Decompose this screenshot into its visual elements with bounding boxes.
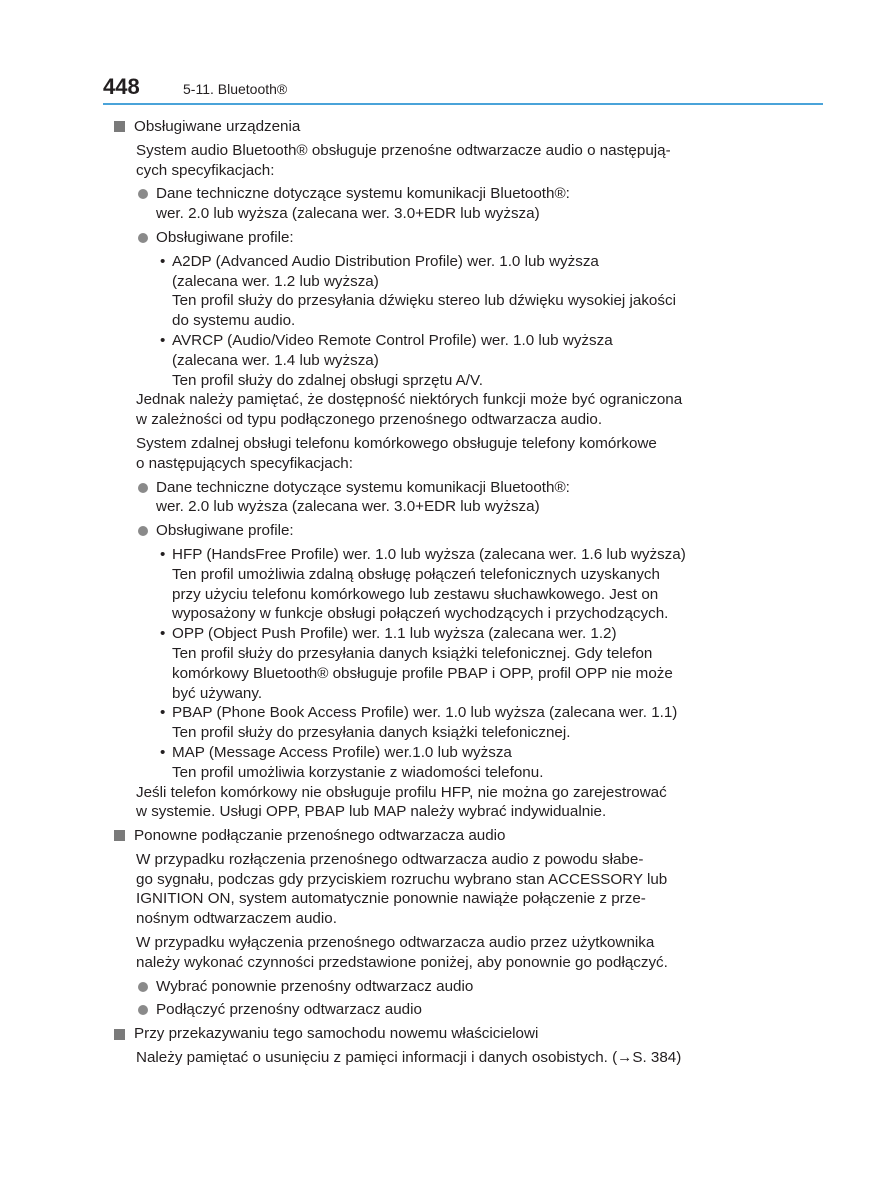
line: Ten profil umożliwia zdalną obsługę połączeń telefonicznych uzyskanych (172, 565, 660, 583)
small-bullet-icon: • (160, 704, 166, 722)
line: HFP (HandsFree Profile) wer. 1.0 lub wyższa (zalecana wer. 1.6 lub wyższa) (172, 545, 686, 563)
list-item (114, 977, 732, 997)
paragraph (114, 141, 732, 181)
line: Dane techniczne dotyczące systemu komunikacji Bluetooth®: (156, 478, 570, 496)
line: (zalecana wer. 1.2 lub wyższa) (172, 272, 379, 290)
line: być używany. (172, 684, 263, 702)
line: AVRCP (Audio/Video Remote Control Profile) wer. 1.0 lub wyższa (172, 331, 613, 349)
square-bullet-icon (114, 121, 125, 132)
line: wyposażony w funkcje obsługi połączeń wychodzących i przychodzących. (172, 605, 669, 623)
line: Jeśli telefon komórkowy nie obsługuje profilu HFP, nie można go zarejestrować (136, 783, 667, 801)
line: (zalecana wer. 1.4 lub wyższa) (172, 351, 379, 369)
heading-new-owner (114, 1024, 732, 1044)
section-title: 5-11. Bluetooth® (183, 81, 288, 97)
paragraph (114, 850, 732, 929)
line: MAP (Message Access Profile) wer.1.0 lub wyższa (172, 743, 512, 761)
small-bullet-icon: • (160, 743, 166, 761)
line: W przypadku wyłączenia przenośnego odtwarzacza audio przez użytkownika (136, 934, 655, 952)
paragraph (114, 390, 732, 430)
list-item (114, 478, 732, 518)
line: PBAP (Phone Book Access Profile) wer. 1.0 lub wyższa (zalecana wer. 1.1) (172, 704, 678, 722)
page-number: 448 (103, 74, 140, 99)
small-bullet-icon: • (160, 331, 166, 349)
line: Obsługiwane profile: (156, 228, 294, 246)
circle-bullet-icon (138, 189, 148, 199)
profile-item-opp (114, 624, 732, 703)
line: przy użyciu telefonu komórkowego lub zestawu słuchawkowego. Jest on (172, 585, 659, 603)
profile-item-pbap (114, 703, 732, 743)
profile-item-hfp (114, 545, 732, 624)
paragraph (114, 434, 732, 474)
paragraph (114, 933, 732, 973)
line: System zdalnej obsługi telefonu komórkowego obsługuje telefony komórkowe (136, 434, 657, 452)
heading-supported-devices (114, 117, 732, 137)
profile-item-avrcp (114, 331, 732, 390)
circle-bullet-icon (138, 233, 148, 243)
page-header (103, 74, 823, 106)
circle-bullet-icon (138, 483, 148, 493)
line: komórkowy Bluetooth® obsługuje profile PBAP i OPP, profil OPP nie może (172, 664, 673, 682)
line: Ten profil umożliwia korzystanie z wiadomości telefonu. (172, 763, 544, 781)
small-bullet-icon: • (160, 625, 166, 643)
header-rule (103, 103, 823, 105)
line: Dane techniczne dotyczące systemu komunikacji Bluetooth®: (156, 185, 570, 203)
line: należy wykonać czynności przedstawione poniżej, aby ponownie go podłączyć. (136, 953, 668, 971)
line: cych specyfikacjach: (136, 161, 275, 179)
paragraph (114, 783, 732, 823)
line: W przypadku rozłączenia przenośnego odtwarzacza audio z powodu słabe- (136, 850, 644, 868)
small-bullet-icon: • (160, 545, 166, 563)
small-bullet-icon: • (160, 252, 166, 270)
line: Podłączyć przenośny odtwarzacz audio (156, 1001, 422, 1019)
square-bullet-icon (114, 830, 125, 841)
line: A2DP (Advanced Audio Distribution Profile) wer. 1.0 lub wyższa (172, 252, 599, 270)
paragraph (114, 1048, 732, 1068)
list-item (114, 1000, 732, 1020)
line: Wybrać ponownie przenośny odtwarzacz audio (156, 977, 474, 995)
line: Obsługiwane profile: (156, 522, 294, 540)
heading-reconnect (114, 826, 732, 846)
line: wer. 2.0 lub wyższa (zalecana wer. 3.0+EDR lub wyższa) (156, 498, 540, 516)
circle-bullet-icon (138, 1005, 148, 1015)
list-item (114, 521, 732, 541)
square-bullet-icon (114, 1029, 125, 1040)
line: go sygnału, podczas gdy przyciskiem rozruchu wybrano stan ACCESSORY lub (136, 870, 668, 888)
circle-bullet-icon (138, 526, 148, 536)
heading-text: Przy przekazywaniu tego samochodu nowemu właścicielowi (134, 1025, 539, 1043)
line: IGNITION ON, system automatycznie ponownie nawiąże połączenie z prze- (136, 890, 646, 908)
line: Ten profil służy do przesyłania danych książki telefonicznej. (172, 724, 571, 742)
line: w zależności od typu podłączonego przenośnego odtwarzacza audio. (136, 411, 603, 429)
line: o następujących specyfikacjach: (136, 454, 353, 472)
list-item (114, 184, 732, 224)
line: do systemu audio. (172, 312, 296, 330)
page-content (114, 117, 732, 1068)
line: Ten profil służy do przesyłania danych książki telefonicznej. Gdy telefon (172, 644, 653, 662)
profile-item-a2dp (114, 252, 732, 331)
line: OPP (Object Push Profile) wer. 1.1 lub wyższa (zalecana wer. 1.2) (172, 625, 617, 643)
heading-text: Obsługiwane urządzenia (134, 118, 301, 135)
line: Ten profil służy do zdalnej obsługi sprzętu A/V. (172, 371, 483, 389)
circle-bullet-icon (138, 982, 148, 992)
line: Należy pamiętać o usunięciu z pamięci informacji i danych osobistych. (→S. 384) (136, 1049, 682, 1067)
line: Jednak należy pamiętać, że dostępność niektórych funkcji może być ograniczona (136, 391, 683, 409)
profile-item-map (114, 743, 732, 783)
list-item (114, 228, 732, 248)
line: w systemie. Usługi OPP, PBAP lub MAP należy wybrać indywidualnie. (136, 803, 607, 821)
line: nośnym odtwarzaczem audio. (136, 910, 337, 928)
line: System audio Bluetooth® obsługuje przenośne odtwarzacze audio o następują- (136, 141, 671, 159)
line: Ten profil służy do przesyłania dźwięku stereo lub dźwięku wysokiej jakości (172, 292, 676, 310)
heading-text: Ponowne podłączanie przenośnego odtwarzacza audio (134, 827, 506, 845)
line: wer. 2.0 lub wyższa (zalecana wer. 3.0+EDR lub wyższa) (156, 205, 540, 223)
